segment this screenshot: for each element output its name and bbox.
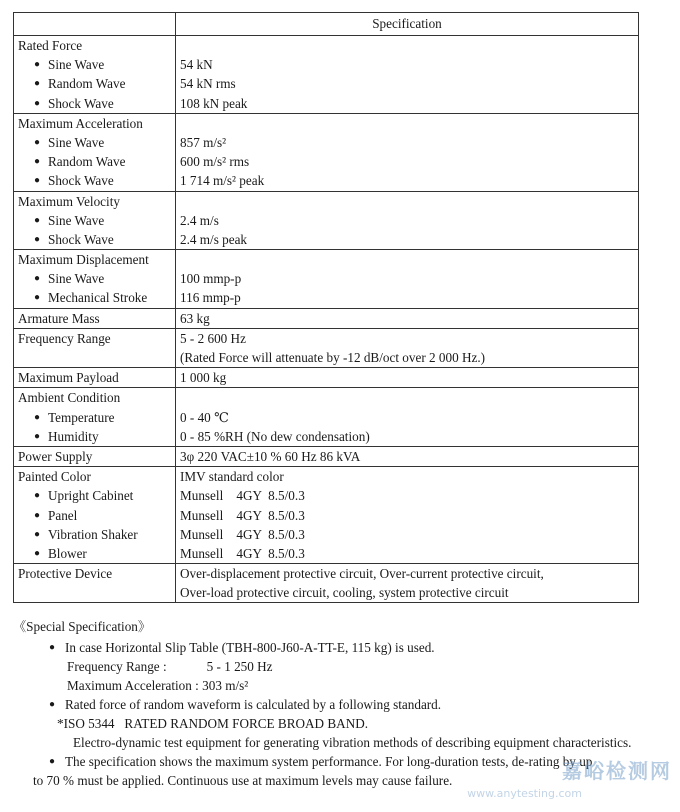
rated-force-sine-label: Sine Wave xyxy=(48,57,105,73)
frequency-range-label: Frequency Range xyxy=(18,330,111,346)
max-displacement-sine-value: 100 mmp-p xyxy=(180,271,242,287)
bullet-icon: ● xyxy=(34,273,41,285)
max-accel-shock-value: 1 714 m/s² peak xyxy=(180,173,265,189)
ambient-label: Ambient Condition xyxy=(18,390,121,406)
painted-color-value: IMV standard color xyxy=(180,469,284,485)
row-painted-color xyxy=(14,467,639,564)
special-accel-label: Maximum Acceleration : xyxy=(67,678,199,693)
max-displacement-stroke-value: 116 mmp-p xyxy=(180,290,241,306)
special-iso-line: *ISO 5344 RATED RANDOM FORCE BROAD BAND. xyxy=(57,716,369,731)
painted-cabinet-value: Munsell 4GY 8.5/0.3 xyxy=(180,488,305,504)
special-item-performance-line2: to 70 % must be applied. Continuous use at maximum levels may cause failure. xyxy=(33,773,453,788)
ambient-humidity-label: Humidity xyxy=(48,428,99,444)
max-accel-label: Maximum Acceleration xyxy=(18,115,143,131)
row-max-payload xyxy=(14,368,639,388)
painted-blower-value: Munsell 4GY 8.5/0.3 xyxy=(180,545,305,561)
max-accel-sine-label: Sine Wave xyxy=(48,134,105,150)
special-title: 《Special Specification》 xyxy=(13,619,152,634)
row-rated-force xyxy=(14,36,639,114)
watermark-logo: 嘉峪检测网 xyxy=(562,759,672,783)
max-accel-random-value: 600 m/s² rms xyxy=(180,154,250,170)
rated-force-random-label: Random Wave xyxy=(48,76,126,92)
special-item-performance-line1: The specification shows the maximum system performance. For long-duration tests, de-rating by up xyxy=(65,754,593,769)
bullet-icon: ● xyxy=(49,699,56,710)
frequency-range-note: (Rated Force will attenuate by -12 dB/oct over 2 000 Hz.) xyxy=(180,350,486,365)
bullet-icon: ● xyxy=(34,233,41,245)
max-velocity-shock-value: 2.4 m/s peak xyxy=(180,231,248,247)
special-freq-label: Frequency Range : xyxy=(67,659,167,674)
armature-mass-label: Armature Mass xyxy=(18,310,100,326)
protective-device-label: Protective Device xyxy=(18,566,113,582)
special-accel-value: 303 m/s² xyxy=(202,678,249,693)
max-velocity-sine-label: Sine Wave xyxy=(48,212,105,228)
max-velocity-label: Maximum Velocity xyxy=(18,193,120,209)
watermark-url: www.anytesting.com xyxy=(467,787,582,800)
painted-color-label: Painted Color xyxy=(18,469,91,485)
max-accel-random-label: Random Wave xyxy=(48,154,126,170)
table-header: Specification xyxy=(176,13,639,36)
max-velocity-sine-value: 2.4 m/s xyxy=(180,212,219,228)
special-item-rated-force: Rated force of random waveform is calculated by a following standard. xyxy=(65,697,442,712)
row-armature-mass xyxy=(14,308,639,328)
bullet-icon: ● xyxy=(34,136,41,148)
rated-force-random-value: 54 kN rms xyxy=(180,76,236,92)
max-accel-sine-value: 857 m/s² xyxy=(180,134,227,150)
specification-table xyxy=(13,12,639,603)
row-max-velocity xyxy=(14,191,639,250)
bullet-icon: ● xyxy=(49,642,56,653)
bullet-icon: ● xyxy=(34,59,41,71)
header-empty xyxy=(14,13,176,36)
max-velocity-shock-label: Shock Wave xyxy=(48,231,114,247)
bullet-icon: ● xyxy=(34,97,41,109)
ambient-temperature-value: 0 - 40 ℃ xyxy=(180,409,229,425)
painted-shaker-value: Munsell 4GY 8.5/0.3 xyxy=(180,526,305,542)
bullet-icon: ● xyxy=(49,756,56,767)
power-supply-label: Power Supply xyxy=(18,448,93,464)
bullet-icon: ● xyxy=(34,528,41,540)
max-payload-value: 1 000 kg xyxy=(180,370,227,386)
bullet-icon: ● xyxy=(34,509,41,521)
bullet-icon: ● xyxy=(34,214,41,226)
rated-force-shock-value: 108 kN peak xyxy=(180,95,248,111)
max-accel-shock-label: Shock Wave xyxy=(48,173,114,189)
row-frequency-range xyxy=(14,328,639,367)
rated-force-shock-label: Shock Wave xyxy=(48,95,114,111)
ambient-humidity-value: 0 - 85 %RH (No dew condensation) xyxy=(180,428,370,444)
rated-force-sine-value: 54 kN xyxy=(180,57,213,73)
bullet-icon: ● xyxy=(34,490,41,502)
bullet-icon: ● xyxy=(34,156,41,168)
special-freq-value: 5 - 1 250 Hz xyxy=(206,659,273,674)
painted-cabinet-label: Upright Cabinet xyxy=(48,488,134,504)
row-ambient-condition xyxy=(14,388,639,447)
max-displacement-sine-label: Sine Wave xyxy=(48,271,105,287)
bullet-icon: ● xyxy=(34,292,41,304)
rated-force-label: Rated Force xyxy=(18,38,83,53)
row-power-supply xyxy=(14,446,639,466)
bullet-icon: ● xyxy=(34,547,41,559)
painted-blower-label: Blower xyxy=(48,545,87,561)
painted-panel-label: Panel xyxy=(48,507,78,523)
row-protective-device xyxy=(14,564,639,603)
bullet-icon: ● xyxy=(34,78,41,90)
max-displacement-stroke-label: Mechanical Stroke xyxy=(48,290,148,306)
frequency-range-value: 5 - 2 600 Hz xyxy=(180,330,246,346)
painted-panel-value: Munsell 4GY 8.5/0.3 xyxy=(180,507,305,523)
max-payload-label: Maximum Payload xyxy=(18,370,119,386)
painted-shaker-label: Vibration Shaker xyxy=(48,526,138,542)
row-max-displacement xyxy=(14,250,639,309)
protective-device-line1: Over-displacement protective circuit, Over-current protective circuit, xyxy=(180,566,544,582)
bullet-icon: ● xyxy=(34,430,41,442)
bullet-icon: ● xyxy=(34,175,41,187)
special-iso-description: Electro-dynamic test equipment for generating vibration methods of describing equipment characteristics. xyxy=(73,735,632,750)
bullet-icon: ● xyxy=(34,411,41,423)
protective-device-line2: Over-load protective circuit, cooling, system protective circuit xyxy=(180,585,509,601)
special-item-slip-table: In case Horizontal Slip Table (TBH-800-J60-A-TT-E, 115 kg) is used. xyxy=(65,640,435,655)
max-displacement-label: Maximum Displacement xyxy=(18,252,149,268)
power-supply-value: 3φ 220 VAC±10 % 60 Hz 86 kVA xyxy=(180,448,361,464)
row-max-acceleration xyxy=(14,113,639,191)
armature-mass-value: 63 kg xyxy=(180,310,210,326)
ambient-temperature-label: Temperature xyxy=(48,409,115,425)
